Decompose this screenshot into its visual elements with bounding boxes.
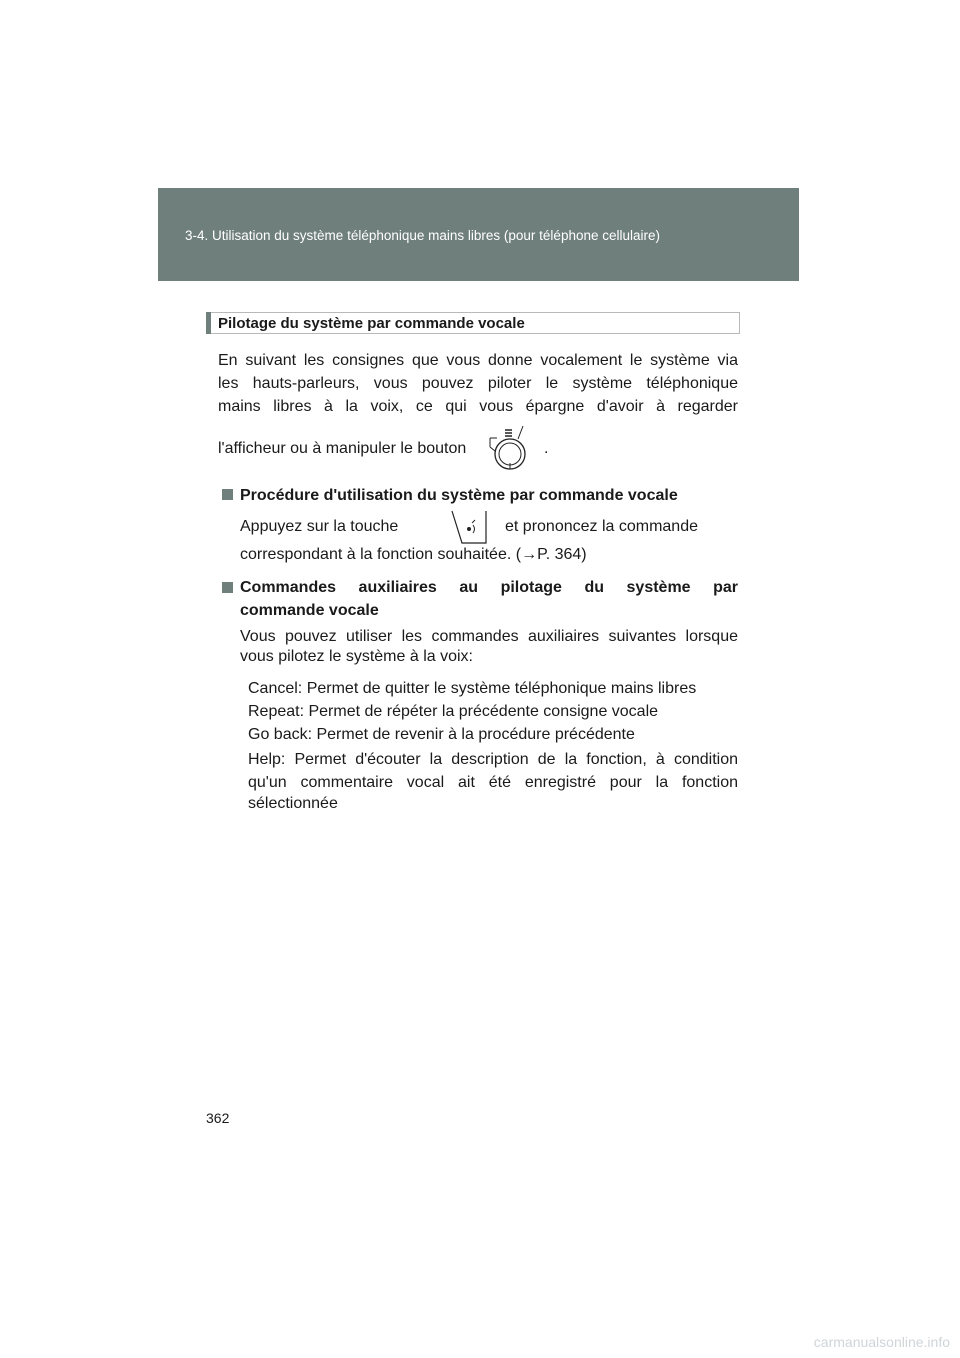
intro-line-4: l'afficheur ou à manipuler le bouton [218, 440, 467, 457]
page-number: 362 [206, 1110, 230, 1126]
arrow-right-icon: → [521, 546, 538, 563]
intro-line-3: mains libres à la voix, ce qui vous épargne d'avoir à regarder [218, 398, 738, 415]
control-knob-icon [485, 423, 537, 471]
section-title: Pilotage du système par commande vocale [218, 315, 525, 332]
section-title-bar [206, 312, 211, 334]
watermark: carmanualsonline.info [813, 1334, 950, 1350]
procedure-line-1-end: et prononcez la commande [505, 518, 698, 535]
aux-intro-line-2: vous pilotez le système à la voix: [240, 648, 473, 665]
procedure-line-1-start: Appuyez sur la touche [240, 518, 399, 535]
intro-line-4-end: . [544, 440, 549, 457]
command-repeat: Repeat: Permet de répéter la précédente consigne vocale [248, 703, 659, 720]
intro-line-2: les hauts-parleurs, vous pouvez piloter le système téléphonique [218, 375, 738, 392]
aux-heading-line-1: Commandes auxiliaires au pilotage du système par [240, 579, 738, 596]
bullet-square [222, 489, 233, 500]
command-go-back: Go back: Permet de revenir à la procédure précédente [248, 726, 635, 743]
chapter-title: 3-4. Utilisation du système téléphonique mains libres (pour téléphone cellulaire) [185, 228, 661, 243]
procedure-line-2 [240, 546, 587, 564]
aux-intro-line-1: Vous pouvez utiliser les commandes auxiliaires suivantes lorsque [240, 628, 738, 645]
command-help-line-1: Help: Permet d'écouter la description de la fonction, à condition [248, 751, 738, 768]
command-help-line-2: qu'un commentaire vocal ait été enregistré pour la fonction [248, 774, 738, 791]
command-cancel: Cancel: Permet de quitter le système téléphonique mains libres [248, 680, 697, 697]
aux-heading-line-2: commande vocale [240, 602, 379, 619]
talk-switch-icon [448, 507, 490, 547]
procedure-line-2-text: correspondant à la fonction souhaitée. ( [240, 546, 522, 563]
command-help-line-3: sélectionnée [248, 795, 338, 812]
section-title-box [206, 312, 740, 334]
page-reference: P. 364) [537, 546, 587, 563]
header-band [158, 188, 799, 281]
procedure-heading: Procédure d'utilisation du système par commande vocale [240, 487, 678, 504]
intro-line-1: En suivant les consignes que vous donne vocalement le système via [218, 352, 738, 369]
bullet-square [222, 582, 233, 593]
